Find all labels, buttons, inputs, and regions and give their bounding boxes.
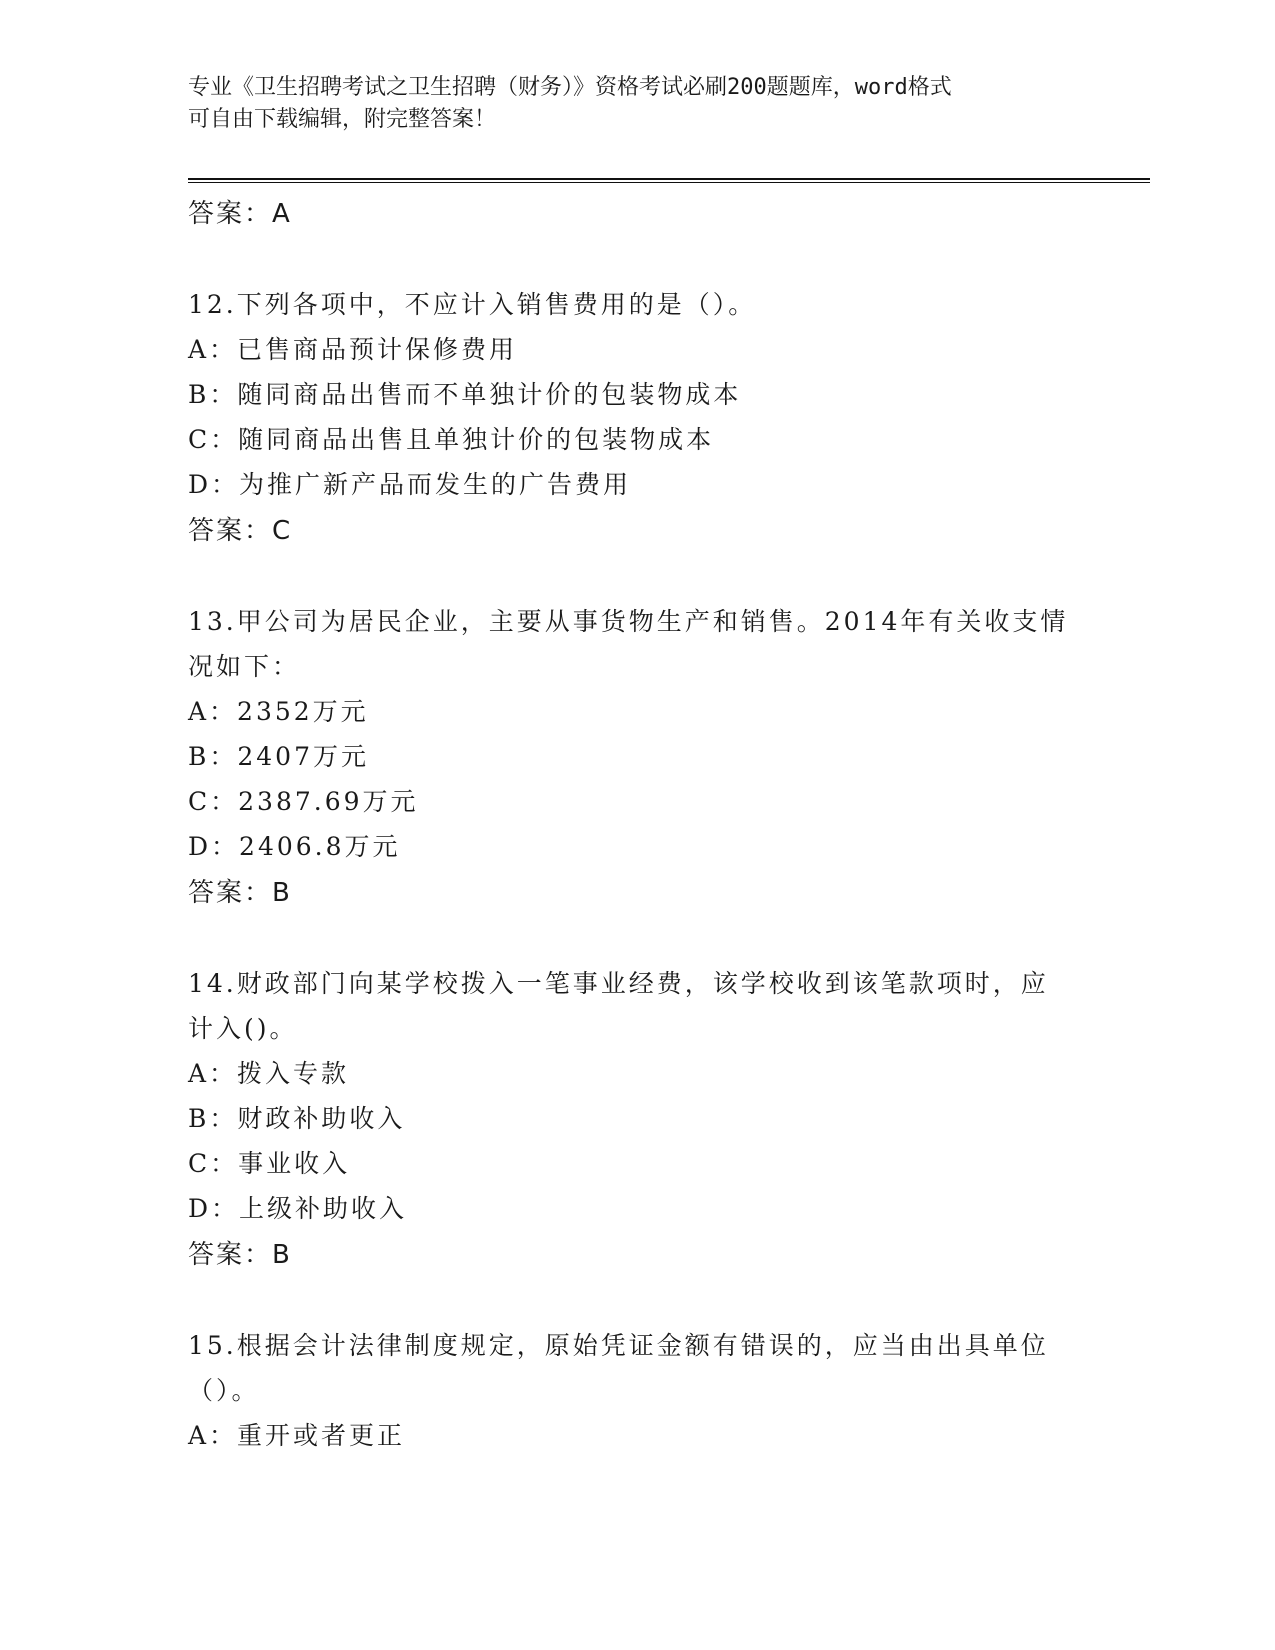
spacer bbox=[188, 917, 1088, 961]
option-b: B：随同商品出售而不单独计价的包装物成本 bbox=[188, 380, 742, 409]
question-stem-line-1: 15.根据会计法律制度规定，原始凭证金额有错误的，应当由出具单位 bbox=[188, 1331, 1049, 1360]
header-line-2: 可自由下载编辑，附完整答案！ bbox=[188, 107, 497, 132]
option-c: C：随同商品出售且单独计价的包装物成本 bbox=[188, 425, 715, 454]
option-b: B：2407万元 bbox=[188, 742, 369, 771]
question-stem-line-2: （）。 bbox=[188, 1376, 260, 1405]
answer-line: 答案：A bbox=[188, 199, 292, 229]
question-stem-line-1: 14.财政部门向某学校拨入一笔事业经费，该学校收到该笔款项时，应 bbox=[188, 969, 1049, 998]
option-c: C：2387.69万元 bbox=[188, 787, 419, 816]
question-14 bbox=[188, 961, 1088, 1279]
answer-line: 答案：B bbox=[188, 1240, 292, 1270]
option-b: B：财政补助收入 bbox=[188, 1104, 406, 1133]
header-line-1: 专业《卫生招聘考试之卫生招聘（财务）》资格考试必刷200题题库，word格式 bbox=[188, 75, 952, 100]
document-header bbox=[188, 72, 1068, 136]
option-d: D：2406.8万元 bbox=[188, 832, 401, 861]
question-stem-line-1: 13.甲公司为居民企业，主要从事货物生产和销售。2014年有关收支情 bbox=[188, 607, 1069, 636]
option-c: C：事业收入 bbox=[188, 1149, 351, 1178]
spacer bbox=[188, 238, 1088, 282]
answer-line: 答案：B bbox=[188, 878, 292, 908]
answer-line: 答案：C bbox=[188, 516, 293, 546]
option-a: A：重开或者更正 bbox=[188, 1421, 406, 1450]
question-12 bbox=[188, 282, 1088, 555]
question-15 bbox=[188, 1323, 1088, 1458]
spacer bbox=[188, 555, 1088, 599]
option-d: D：为推广新产品而发生的广告费用 bbox=[188, 470, 632, 499]
question-13 bbox=[188, 599, 1088, 917]
option-a: A：已售商品预计保修费用 bbox=[188, 335, 518, 364]
question-stem-line-2: 计入()。 bbox=[188, 1014, 298, 1043]
option-d: D：上级补助收入 bbox=[188, 1194, 408, 1223]
option-a: A：2352万元 bbox=[188, 697, 369, 726]
question-stem: 12.下列各项中，不应计入销售费用的是（）。 bbox=[188, 290, 757, 319]
spacer bbox=[188, 1279, 1088, 1323]
question-list bbox=[188, 190, 1088, 1458]
question-stem-line-2: 况如下： bbox=[188, 652, 301, 681]
header-divider bbox=[188, 178, 1150, 183]
option-a: A：拨入专款 bbox=[188, 1059, 350, 1088]
